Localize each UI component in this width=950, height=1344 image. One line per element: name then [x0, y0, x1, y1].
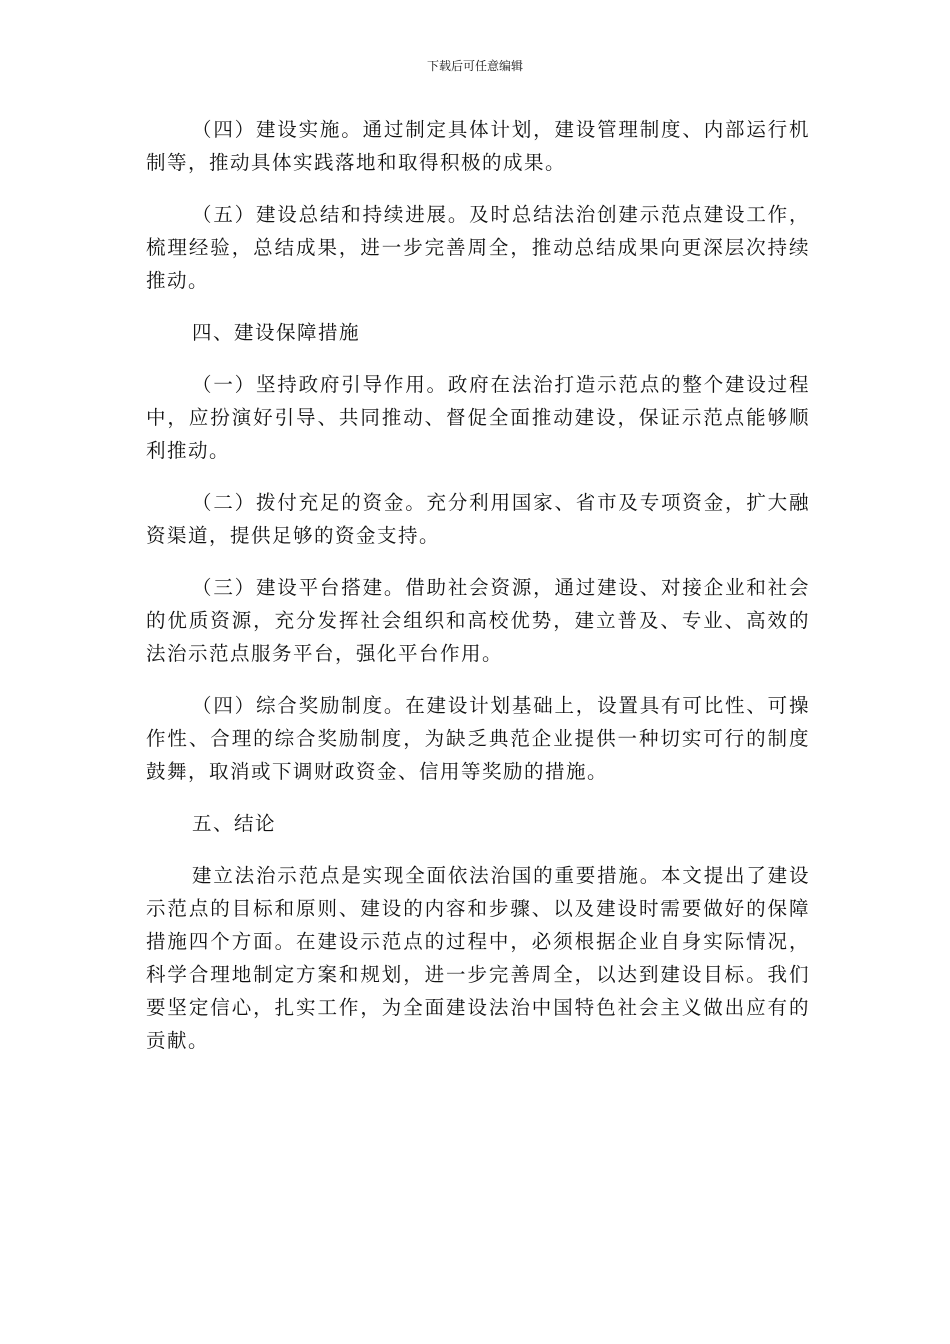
- paragraph-funding: （二）拨付充足的资金。充分利用国家、省市及专项资金，扩大融资渠道，提供足够的资金支持。: [146, 491, 810, 547]
- paragraph-construction-summary: （五）建设总结和持续进展。及时总结法治创建示范点建设工作，梳理经验，总结成果，进一步完善周全，推动总结成果向更深层次持续推动。: [146, 203, 810, 292]
- paragraph-construction-implementation: （四）建设实施。通过制定具体计划，建设管理制度、内部运行机制等，推动具体实践落地和取得积极的成果。: [146, 118, 810, 174]
- paragraph-reward-system: （四）综合奖励制度。在建设计划基础上，设置具有可比性、可操作性、合理的综合奖励制度，为缺乏典范企业提供一种切实可行的制度鼓舞，取消或下调财政资金、信用等奖励的措施。: [146, 694, 810, 783]
- page-header: 下载后可任意编辑: [426, 59, 523, 73]
- paragraph-conclusion: 建立法治示范点是实现全面依法治国的重要措施。本文提出了建设示范点的目标和原则、建设的内容和步骤、以及建设时需要做好的保障措施四个方面。在建设示范点的过程中，必须根据企业自身实际情况，科学合理地制定方案和规划，进一步完善周全，以达到建设目标。我们要坚定信心，扎实工作，为全面建设法治中国特色社会主义做出应有的贡献。: [146, 864, 810, 1052]
- section-heading-safeguards: 四、建设保障措施: [192, 321, 361, 344]
- document-body: [146, 113, 810, 1076]
- paragraph-platform: （三）建设平台搭建。借助社会资源，通过建设、对接企业和社会的优质资源，充分发挥社会组织和高校优势，建立普及、专业、高效的法治示范点服务平台，强化平台作用。: [146, 576, 810, 665]
- paragraph-government-guidance: （一）坚持政府引导作用。政府在法治打造示范点的整个建设过程中，应扮演好引导、共同推动、督促全面推动建设，保证示范点能够顺利推动。: [146, 373, 810, 462]
- section-heading-conclusion: 五、结论: [192, 812, 277, 835]
